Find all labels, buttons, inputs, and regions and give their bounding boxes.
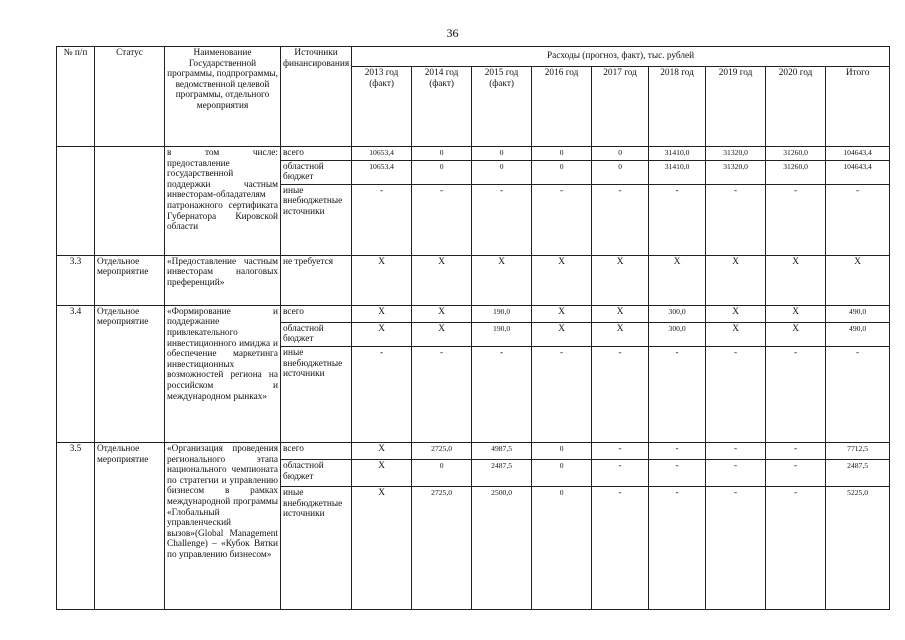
row-value: - (592, 459, 649, 486)
row-value: 0 (412, 459, 472, 486)
row-value: 490,0 (826, 322, 890, 346)
row-value: 0 (532, 160, 592, 184)
row-value: Х (826, 255, 890, 305)
row-value: 31320,0 (706, 160, 766, 184)
row-value: - (592, 486, 649, 609)
row-value: 31410,0 (649, 147, 706, 161)
row-value: Х (706, 305, 766, 322)
row-value: Х (352, 322, 412, 346)
row-value: Х (352, 442, 412, 459)
row-value: 104643,4 (826, 147, 890, 161)
row-value: - (649, 459, 706, 486)
table-row (57, 442, 890, 459)
row-value: - (706, 459, 766, 486)
row-value: Х (472, 255, 532, 305)
row-value: 0 (592, 147, 649, 161)
row-source: иные внебюджетные источники (281, 486, 352, 609)
row-value: 10653,4 (352, 147, 412, 161)
row-value: 490,0 (826, 305, 890, 322)
row-value: 2487,5 (472, 459, 532, 486)
row-value: 0 (532, 442, 592, 459)
row-value: 190,0 (472, 322, 532, 346)
row-value: 4987,5 (472, 442, 532, 459)
table-row (57, 305, 890, 322)
row-value: - (766, 459, 826, 486)
row-number: 3.3 (57, 255, 95, 305)
row-value: Х (766, 322, 826, 346)
header-year: Итого (826, 67, 890, 147)
row-value: - (352, 184, 412, 255)
row-value: Х (706, 255, 766, 305)
row-value: - (412, 346, 472, 442)
row-value: - (706, 442, 766, 459)
row-value: - (649, 442, 706, 459)
header-name: Наименование Государственной программы, подпрограммы, ведомственной целевой программы, отдельного мероприятия (165, 47, 281, 147)
row-value: Х (592, 255, 649, 305)
row-value: 0 (472, 147, 532, 161)
row-value: - (472, 346, 532, 442)
row-number: 3.5 (57, 442, 95, 609)
row-value: 2487,5 (826, 459, 890, 486)
row-source: всего (281, 442, 352, 459)
row-name: «Формирование и поддержание привлекательного инвестиционного имиджа и обеспечение маркетинга инвестиционных возможностей региона на российском и международном рынках» (165, 305, 281, 442)
row-value: 31260,0 (766, 160, 826, 184)
header-year: 2015 год (факт) (472, 67, 532, 147)
row-value: - (649, 486, 706, 609)
row-value: Х (352, 459, 412, 486)
row-status: Отдельное мероприятие (95, 442, 165, 609)
header-sources: Источники финансирования (281, 47, 352, 147)
row-value: - (706, 346, 766, 442)
header-year: 2017 год (592, 67, 649, 147)
row-value: 300,0 (649, 322, 706, 346)
row-value: Х (352, 486, 412, 609)
row-value: - (532, 184, 592, 255)
row-value: - (766, 346, 826, 442)
row-value: - (766, 184, 826, 255)
row-value: - (592, 346, 649, 442)
row-value: - (412, 184, 472, 255)
row-value: Х (352, 305, 412, 322)
row-value: Х (532, 322, 592, 346)
row-value: - (826, 184, 890, 255)
row-value: 0 (412, 160, 472, 184)
row-source: всего (281, 305, 352, 322)
table-row (57, 147, 890, 161)
header-status: Статус (95, 47, 165, 147)
row-value: Х (412, 322, 472, 346)
row-value: Х (412, 255, 472, 305)
row-value: 2725,0 (412, 442, 472, 459)
row-value: Х (706, 322, 766, 346)
row-value: 190,0 (472, 305, 532, 322)
row-name: «Организация проведения регионального этапа национального чемпионата по стратегии и управлению бизнесом в рамках международной программы «Глобальный управленческий вызов»(Global Management Challenge) – «Кубок Вятки по управлению бизнесом» (165, 442, 281, 609)
row-value: Х (649, 255, 706, 305)
row-value: Х (766, 255, 826, 305)
row-value: 2500,0 (472, 486, 532, 609)
row-value: 5225,0 (826, 486, 890, 609)
row-value: - (532, 346, 592, 442)
row-value: 31410,0 (649, 160, 706, 184)
header-num: № п/п (57, 47, 95, 147)
row-value: 10653,4 (352, 160, 412, 184)
row-value: - (766, 486, 826, 609)
row-source: иные внебюджетные источники (281, 184, 352, 255)
row-value: Х (532, 255, 592, 305)
row-status (95, 147, 165, 256)
header-expenses: Расходы (прогноз, факт), тыс. рублей (352, 47, 890, 67)
row-value: 0 (412, 147, 472, 161)
row-number: 3.4 (57, 305, 95, 442)
row-status: Отдельное мероприятие (95, 255, 165, 305)
header-year: 2018 год (649, 67, 706, 147)
header-year: 2016 год (532, 67, 592, 147)
row-value: - (649, 346, 706, 442)
row-name: в том числе: предоставление государственной поддержки частным инвесторам-обладателям патронажного сертификата Губернатора Кировской области (165, 147, 281, 256)
header-year: 2013 год (факт) (352, 67, 412, 147)
row-source: иные внебюджетные источники (281, 346, 352, 442)
row-value: 0 (532, 147, 592, 161)
header-year: 2020 год (766, 67, 826, 147)
row-value: 0 (592, 160, 649, 184)
row-source: областной бюджет (281, 322, 352, 346)
row-value: - (352, 346, 412, 442)
row-value: 7712,5 (826, 442, 890, 459)
row-value: 0 (532, 486, 592, 609)
row-value: - (766, 442, 826, 459)
row-source: всего (281, 147, 352, 161)
row-source: областной бюджет (281, 160, 352, 184)
row-name: «Предоставление частным инвесторам налоговых преференций» (165, 255, 281, 305)
budget-table (56, 46, 890, 610)
row-value: - (826, 346, 890, 442)
row-value: 104643,4 (826, 160, 890, 184)
row-value: 300,0 (649, 305, 706, 322)
row-value: Х (592, 322, 649, 346)
row-source: не требуется (281, 255, 352, 305)
row-value: Х (592, 305, 649, 322)
row-value: - (706, 184, 766, 255)
table-row (57, 255, 890, 305)
header-year: 2019 год (706, 67, 766, 147)
row-value: - (706, 486, 766, 609)
row-value: - (649, 184, 706, 255)
row-value: Х (532, 305, 592, 322)
page-number: 36 (446, 26, 459, 40)
row-value: Х (766, 305, 826, 322)
row-source: областной бюджет (281, 459, 352, 486)
row-value: 31320,0 (706, 147, 766, 161)
row-status: Отдельное мероприятие (95, 305, 165, 442)
header-row-1 (57, 47, 890, 67)
row-value: 2725,0 (412, 486, 472, 609)
row-number (57, 147, 95, 256)
row-value: - (592, 442, 649, 459)
row-value: 31260,0 (766, 147, 826, 161)
row-value: Х (412, 305, 472, 322)
header-year: 2014 год (факт) (412, 67, 472, 147)
row-value: - (472, 184, 532, 255)
row-value: 0 (532, 459, 592, 486)
row-value: Х (352, 255, 412, 305)
row-value: - (592, 184, 649, 255)
row-value: 0 (472, 160, 532, 184)
